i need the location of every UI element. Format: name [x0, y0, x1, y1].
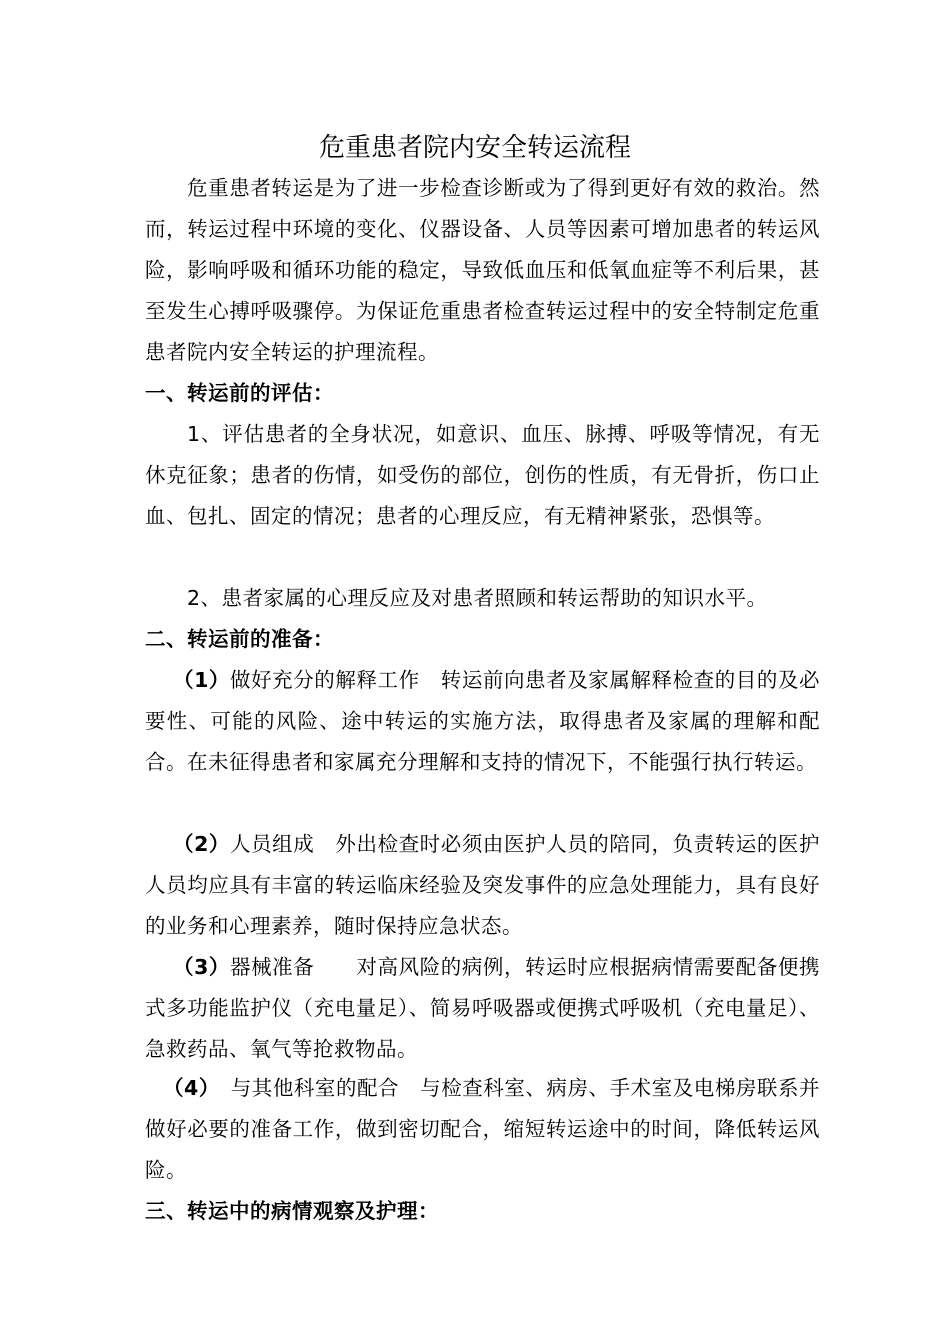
- section-2-heading: 二、转运前的准备：: [145, 627, 334, 651]
- section-2-item-3: [145, 947, 820, 1070]
- section-2-item-2: [145, 824, 820, 947]
- item-1-text: 做好充分的解释工作 转运前向患者及家属解释检查的目的及必要性、可能的风险、途中转运的实施方法，取得患者及家属的理解和配合。在未征得患者和家属充分理解和支持的情况下，不能强行执行转运。: [145, 668, 821, 774]
- item-1-label: （1）: [173, 668, 230, 692]
- section-1-paragraph-1: 1、评估患者的全身状况，如意识、血压、脉搏、呼吸等情况，有无休克征象；患者的伤情，如受伤的部位，创伤的性质，有无骨折，伤口止血、包扎、固定的情况；患者的心理反应，有无精神紧张，恐惧等。: [145, 422, 820, 528]
- item-2-label: （2）: [173, 832, 230, 856]
- item-2-text: 人员组成 外出检查时必须由医护人员的陪同，负责转运的医护人员均应具有丰富的转运临床经验及突发事件的应急处理能力，具有良好的业务和心理素养，随时保持应急状态。: [145, 832, 821, 938]
- item-4-label: （4）: [163, 1076, 210, 1100]
- section-1-heading: 一、转运前的评估：: [145, 381, 334, 405]
- item-3-label: （3）: [173, 955, 230, 979]
- document-title: 危重患者院内安全转运流程: [318, 133, 631, 163]
- section-2-item-4: [145, 1068, 820, 1191]
- section-3-heading: 三、转运中的病情观察及护理：: [145, 1199, 439, 1223]
- item-4-text: 与其他科室的配合 与检查科室、病房、手术室及电梯房联系并做好必要的准备工作，做到密切配合，缩短转运途中的时间，降低转运风险。: [145, 1076, 821, 1182]
- section-2-item-1: [145, 660, 820, 783]
- section-1-paragraph-2: 2、患者家属的心理反应及对患者照顾和转运帮助的知识水平。: [187, 586, 768, 610]
- intro-paragraph: 危重患者转运是为了进一步检查诊断或为了得到更好有效的救治。然而，转运过程中环境的变化、仪器设备、人员等因素可增加患者的转运风险，影响呼吸和循环功能的稳定，导致低血压和低氧血症等不利后果，甚至发生心搏呼吸骤停。为保证危重患者检查转运过程中的安全特制定危重患者院内安全转运的护理流程。: [145, 176, 820, 364]
- item-3-text: 器械准备 对高风险的病例，转运时应根据病情需要配备便携式多功能监护仪（充电量足）、简易呼吸器或便携式呼吸机（充电量足）、急救药品、氧气等抢救物品。: [145, 955, 821, 1061]
